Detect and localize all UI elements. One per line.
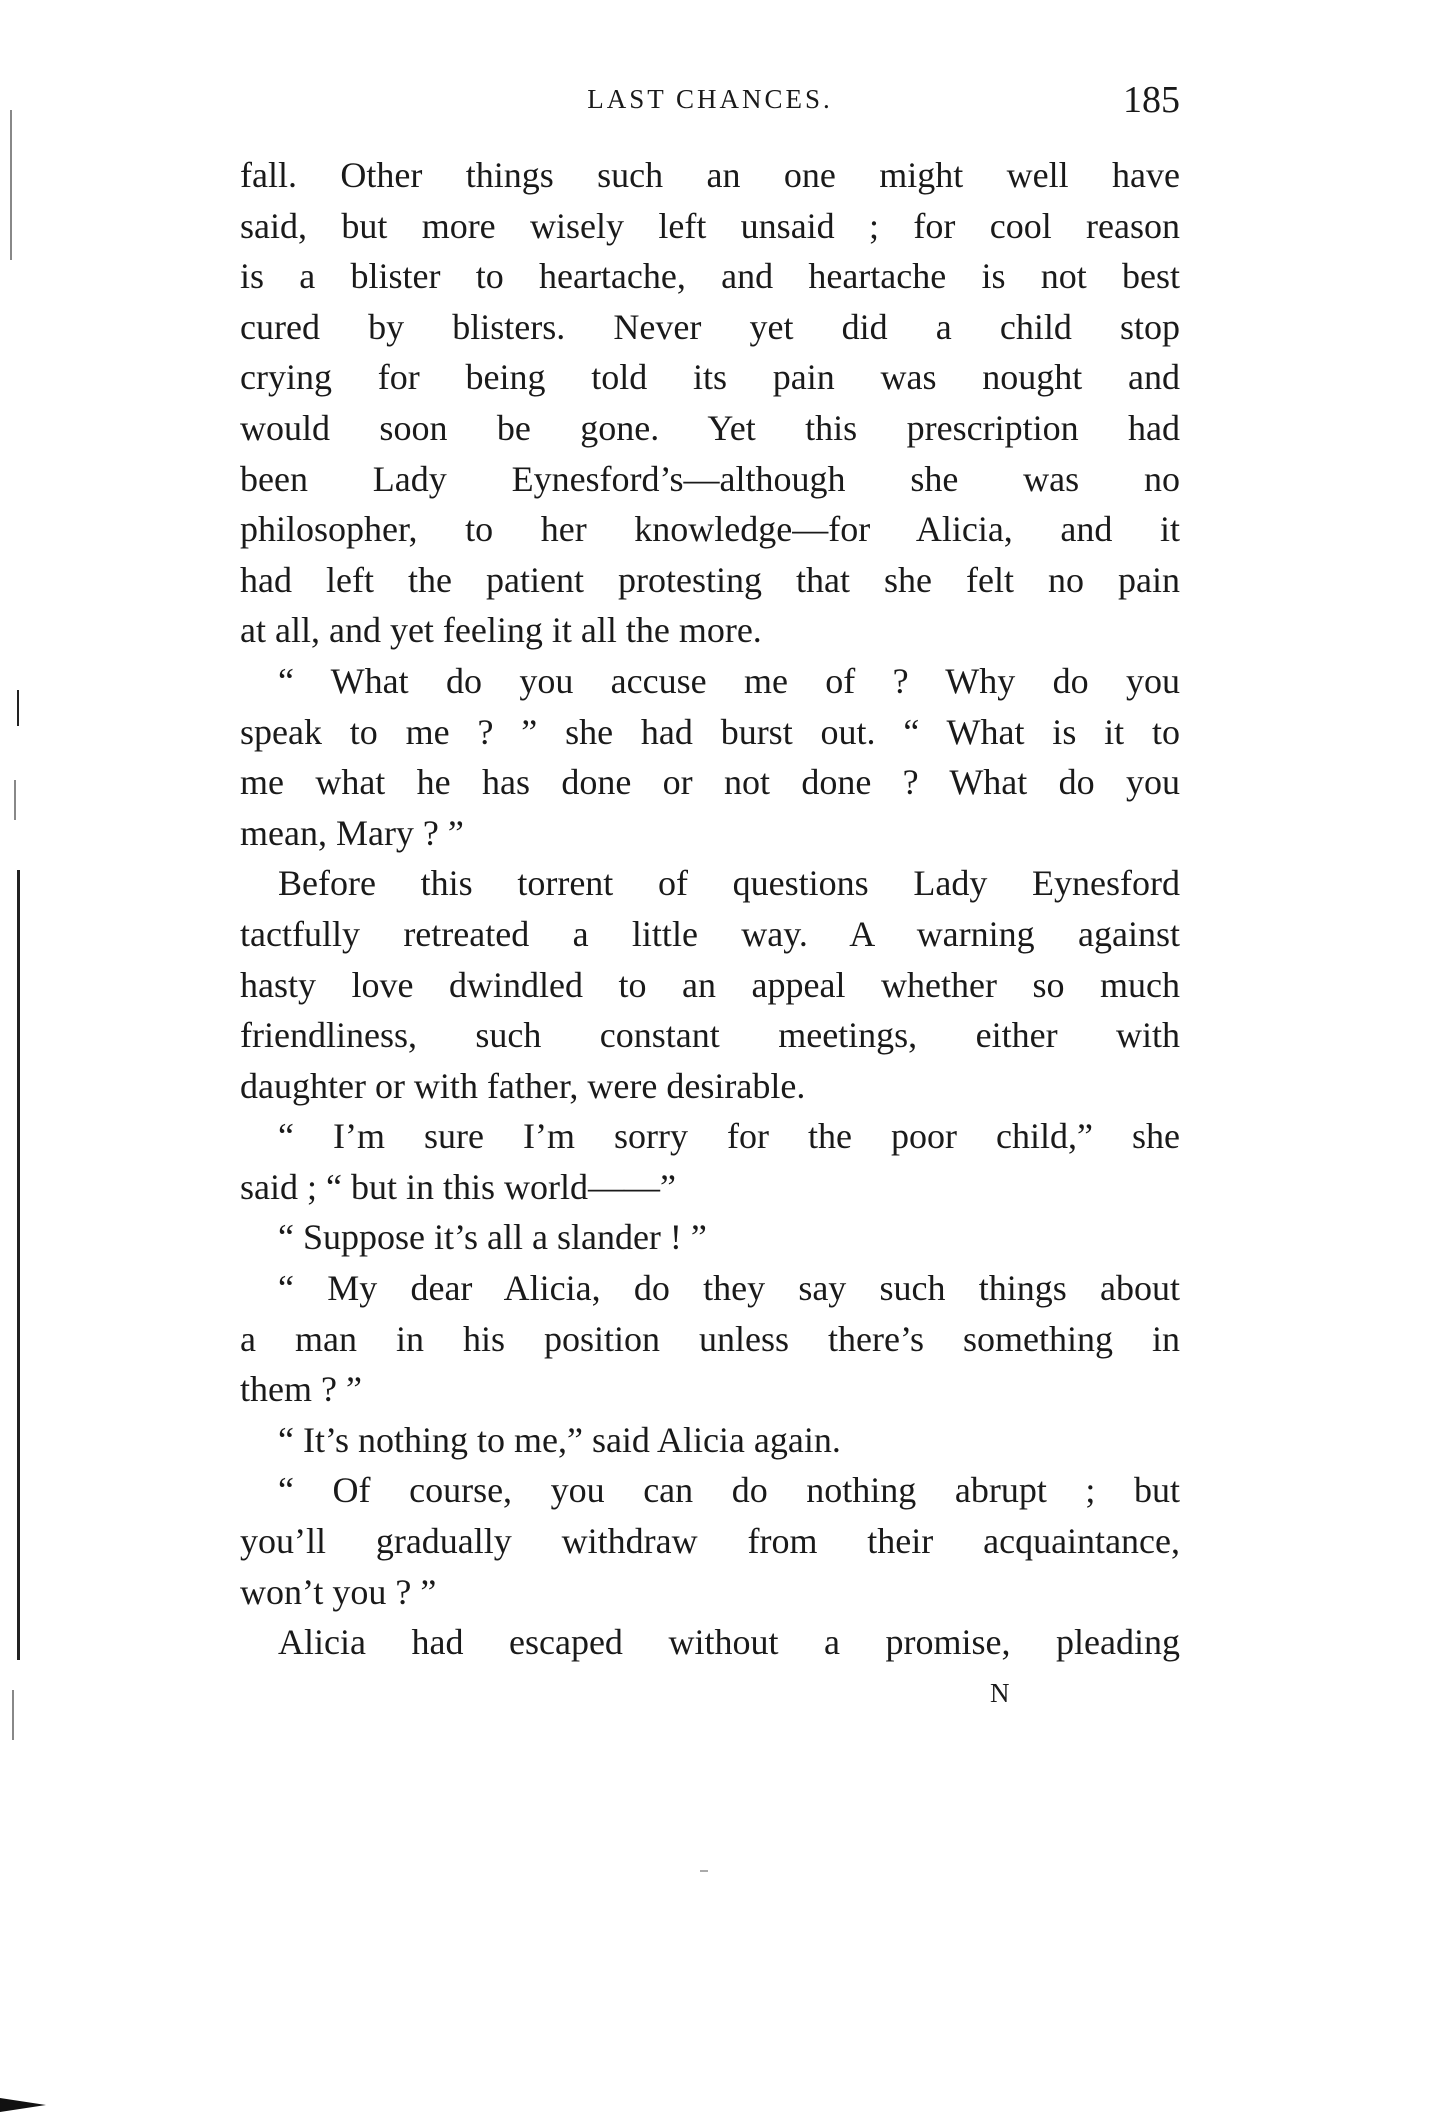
text-line: said, but more wisely left unsaid ; for cool reason [240,205,1180,246]
text-line: daughter or with father, were desirable. [240,1065,806,1106]
corner-mark [0,2098,46,2112]
text-line: speak to me ? ” she had burst out. “ What is it to [240,711,1180,752]
gutter-mark [10,110,12,260]
text-line: been Lady Eynesford’s—although she was no [240,458,1180,499]
gutter-rule [17,690,19,726]
text-line: a man in his position unless there’s something in [240,1318,1180,1359]
text-line: “ I’m sure I’m sorry for the poor child,” she [278,1116,1180,1157]
text-line: Alicia had escaped without a promise, pleading [278,1622,1180,1663]
page-number: 185 [1123,79,1180,121]
text-line: had left the patient protesting that she felt no pain [240,559,1180,600]
text-line: crying for being told its pain was nought and [240,357,1180,398]
running-head [240,78,1180,128]
gutter-rule [17,870,20,1660]
text-line: would soon be gone. Yet this prescription had [240,407,1180,448]
text-line: you’ll gradually withdraw from their acquaintance, [240,1521,1180,1562]
text-line: “ What do you accuse me of ? Why do you [278,660,1180,701]
text-line: cured by blisters. Never yet did a child stop [240,306,1180,347]
text-line: “ My dear Alicia, do they say such things about [278,1268,1180,1309]
gutter-mark [14,780,16,820]
text-line: is a blister to heartache, and heartache is not best [240,256,1180,297]
text-line: hasty love dwindled to an appeal whether so much [240,964,1180,1005]
body-text [240,150,1180,1668]
text-line: tactfully retreated a little way. A warning against [240,913,1180,954]
running-title: LAST CHANCES. [587,84,833,114]
text-line: “ Suppose it’s all a slander ! ” [278,1217,707,1258]
text-line: Before this torrent of questions Lady Eynesford [278,863,1180,904]
text-line: mean, Mary ? ” [240,812,464,853]
gutter-mark [12,1690,14,1740]
text-line: “ It’s nothing to me,” said Alicia again. [278,1419,841,1460]
text-line: fall. Other things such an one might well have [240,155,1180,195]
text-line: “ Of course, you can do nothing abrupt ; but [278,1470,1180,1511]
text-line: philosopher, to her knowledge—for Alicia, and it [240,509,1180,550]
text-line: them ? ” [240,1369,362,1410]
text-line: said ; “ but in this world——” [240,1166,676,1207]
text-line: at all, and yet feeling it all the more. [240,610,762,651]
text-line: friendliness, such constant meetings, either with [240,1015,1180,1056]
scan-speck [700,1870,708,1872]
signature-mark: N [990,1678,1010,1708]
text-line: me what he has done or not done ? What do you [240,762,1180,803]
text-line: won’t you ? ” [240,1571,437,1612]
